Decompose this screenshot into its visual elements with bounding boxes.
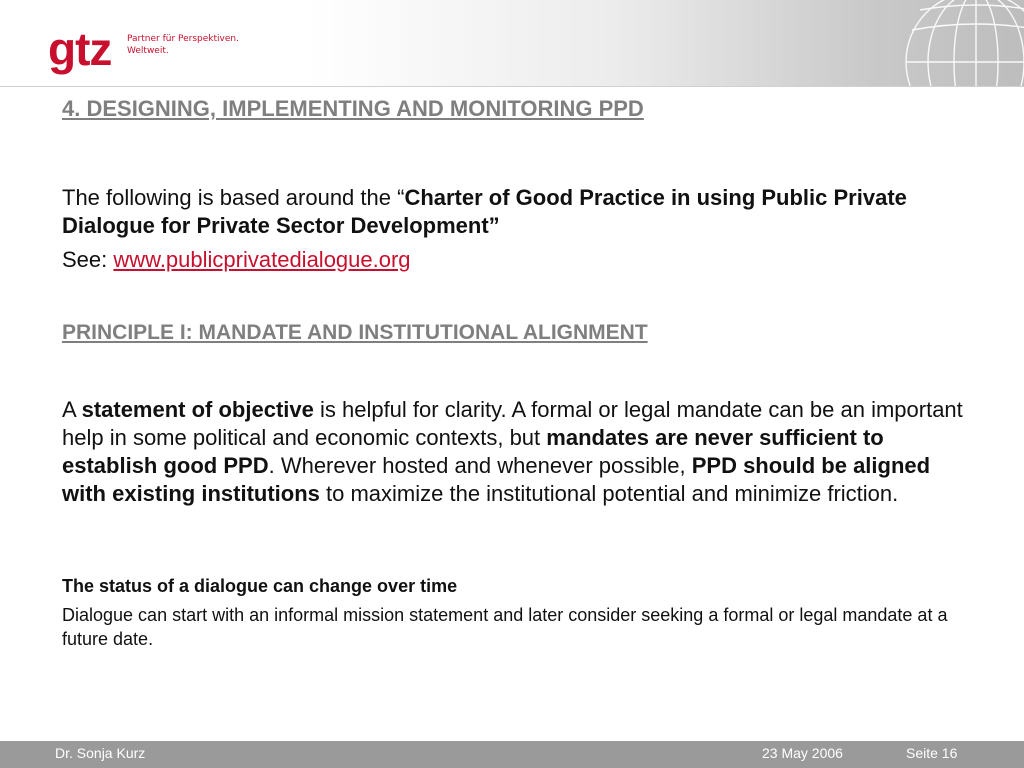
status-heading: The status of a dialogue can change over time	[62, 576, 458, 596]
footer-date: 23 May 2006	[762, 745, 843, 761]
logo-tagline-line1: Partner für Perspektiven.	[127, 34, 239, 44]
ppd-website-link[interactable]: www.publicprivatedialogue.org	[113, 247, 411, 272]
statement-bold-1: statement of objective	[81, 397, 314, 422]
see-label: See:	[62, 247, 114, 272]
globe-icon	[884, 0, 1024, 86]
logo-tagline-line2: Weltweit.	[127, 46, 169, 56]
slide-title: 4. DESIGNING, IMPLEMENTING AND MONITORING PPD	[62, 96, 644, 121]
gtz-logo: gtz	[48, 23, 112, 75]
logo-tagline	[127, 33, 239, 57]
statement-bold-2: mandates are never sufficient to establish good PPD	[62, 425, 884, 478]
header-divider	[0, 86, 1024, 87]
statement-text-3: . Wherever hosted and whenever possible,	[268, 453, 692, 478]
status-paragraph: Dialogue can start with an informal mission statement and later consider seeking a formal or legal mandate at a future date.	[62, 605, 948, 649]
footer-page-number: Seite 16	[906, 745, 958, 761]
statement-bold-3: PPD should be aligned with existing institutions	[62, 453, 931, 506]
statement-text-2: is helpful for clarity. A formal or legal mandate can be an important help in some political and economic contexts, but	[62, 397, 963, 450]
charter-title: Charter of Good Practice in using Public Private Dialogue for Private Sector Development”	[62, 185, 907, 238]
header-band	[0, 0, 1024, 86]
footer-bar	[0, 741, 1024, 768]
statement-text-1: A	[62, 397, 82, 422]
footer-author: Dr. Sonja Kurz	[55, 745, 146, 761]
statement-text-4: to maximize the institutional potential and minimize friction.	[319, 481, 899, 506]
intro-prefix: The following is based around the “	[62, 185, 405, 210]
statement-paragraph	[62, 396, 972, 508]
intro-paragraph	[62, 184, 972, 240]
principle-heading: PRINCIPLE I: MANDATE AND INSTITUTIONAL ALIGNMENT	[62, 321, 648, 344]
see-reference	[62, 246, 972, 274]
